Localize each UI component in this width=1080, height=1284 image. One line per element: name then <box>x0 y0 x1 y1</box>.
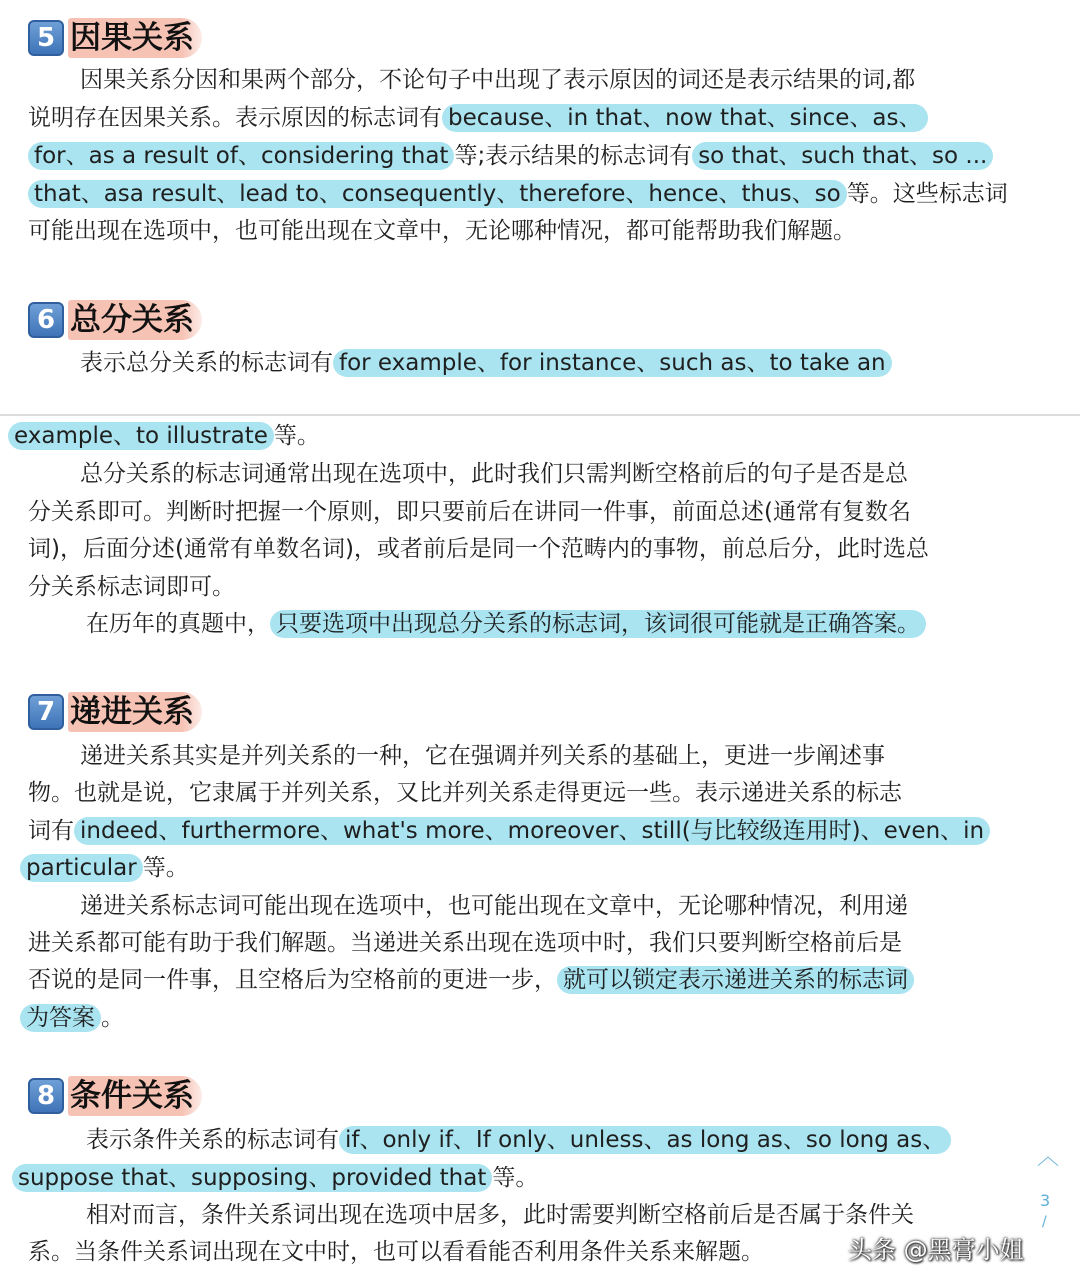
paragraph-line <box>80 888 908 924</box>
text: 等。 <box>492 1165 539 1191</box>
paragraph-line <box>80 456 908 492</box>
text: 在历年的真题中， <box>86 611 270 637</box>
section-number-badge: 8 <box>28 1078 64 1114</box>
text: 表示总分关系的标志词有 <box>80 350 333 376</box>
chevron-up-icon[interactable]: ︿ <box>1036 1145 1059 1170</box>
paragraph-line <box>28 962 914 998</box>
paragraph-line <box>12 1160 538 1196</box>
section-number-badge: 5 <box>28 20 64 56</box>
section-7-heading <box>28 692 202 732</box>
highlighted-keywords: if、only if、If only、unless、as long as、so long as、 <box>339 1126 951 1154</box>
section-title: 总分关系 <box>68 300 202 340</box>
text: 总分关系的标志词通常出现在选项中，此时我们只需判断空格前后的句子是否是总 <box>80 461 908 487</box>
text: 等。 <box>142 855 189 881</box>
page-indicator: 3 <box>1040 1191 1051 1210</box>
text: 表示条件关系的标志词有 <box>86 1127 339 1153</box>
section-number-badge: 7 <box>28 694 64 730</box>
highlighted-keywords: example、to illustrate <box>8 422 274 450</box>
paragraph-line <box>8 418 320 454</box>
text: 进关系都可能有助于我们解题。当递进关系出现在选项中时，我们只要判断空格前后是 <box>28 930 902 956</box>
text: 说明存在因果关系。表示原因的标志词有 <box>28 105 442 131</box>
text: 否说的是同一件事，且空格后为空格前的更进一步， <box>28 967 557 993</box>
paragraph-line <box>28 1234 764 1270</box>
text: 词)，后面分述(通常有单数名词)，或者前后是同一个范畴内的事物，前总后分，此时选总 <box>28 536 929 562</box>
paragraph-line <box>86 1197 914 1233</box>
text: 递进关系标志词可能出现在选项中，也可能出现在文章中，无论哪种情况，利用递 <box>80 893 908 919</box>
highlighted-keywords: 为答案 <box>20 1004 101 1032</box>
paragraph-line <box>86 606 926 642</box>
paragraph-line <box>28 531 929 567</box>
highlighted-keywords: 就可以锁定表示递进关系的标志词 <box>557 966 914 994</box>
section-title: 递进关系 <box>68 692 202 732</box>
text: 物。也就是说，它隶属于并列关系，又比并列关系走得更远一些。表示递进关系的标志 <box>28 780 902 806</box>
text: 等。 <box>273 423 320 449</box>
paragraph-line <box>20 850 189 886</box>
section-title: 因果关系 <box>68 18 202 58</box>
text: 相对而言，条件关系词出现在选项中居多，此时需要判断空格前后是否属于条件关 <box>86 1202 914 1228</box>
paragraph-line <box>28 213 856 249</box>
highlighted-keywords: 只要选项中出现总分关系的标志词，该词很可能就是正确答案。 <box>270 610 926 638</box>
section-5-heading <box>28 18 202 58</box>
highlighted-keywords: because、in that、now that、since、as、 <box>442 104 928 132</box>
text: 分关系标志词即可。 <box>28 574 235 600</box>
text: 等。这些标志词 <box>846 181 1008 207</box>
highlighted-keywords: that、asa result、lead to、consequently、therefore、hence、thus、so <box>28 180 847 208</box>
text: 等;表示结果的标志词有 <box>454 143 693 169</box>
watermark: 头条 @黑膏小姐 <box>848 1236 1024 1264</box>
paragraph-line <box>80 62 915 98</box>
text: 分关系即可。判断时把握一个原则，即只要前后在讲同一件事，前面总述(通常有复数名 <box>28 499 911 525</box>
paragraph-line <box>86 1122 951 1158</box>
text: 因果关系分因和果两个部分，不论句子中出现了表示原因的词还是表示结果的词,都 <box>80 67 916 93</box>
paragraph-line <box>28 775 902 811</box>
highlighted-keywords: so that、such that、so ... <box>692 142 993 170</box>
highlighted-keywords: for、as a result of、considering that <box>28 142 454 170</box>
section-number-badge: 6 <box>28 302 64 338</box>
text: 递进关系其实是并列关系的一种，它在强调并列关系的基础上，更进一步阐述事 <box>80 743 885 769</box>
paragraph-line <box>28 813 990 849</box>
paragraph-line <box>28 494 911 530</box>
highlighted-keywords: for example、for instance、such as、to take an <box>333 349 892 377</box>
text: 可能出现在选项中，也可能出现在文章中，无论哪种情况，都可能帮助我们解题。 <box>28 218 856 244</box>
highlighted-keywords: suppose that、supposing、provided that <box>12 1164 492 1192</box>
paragraph-line <box>28 100 928 136</box>
highlighted-keywords: indeed、furthermore、what's more、moreover、still(与比较级连用时)、even、in <box>74 817 990 845</box>
top-page-panel <box>0 0 1080 414</box>
paragraph-line <box>28 925 902 961</box>
page-indicator-slash: / <box>1042 1214 1047 1230</box>
section-6-heading <box>28 300 202 340</box>
paragraph-line <box>28 176 1008 212</box>
paragraph-line <box>28 138 993 174</box>
section-8-heading <box>28 1076 202 1116</box>
paragraph-line <box>28 569 235 605</box>
text: 系。当条件关系词出现在文中时，也可以看看能否利用条件关系来解题。 <box>28 1239 764 1265</box>
highlighted-keywords: particular <box>20 854 143 882</box>
text: 词有 <box>28 818 74 844</box>
paragraph-line <box>20 1000 124 1036</box>
section-title: 条件关系 <box>68 1076 202 1116</box>
paragraph-line <box>80 738 885 774</box>
text: 。 <box>101 1005 124 1031</box>
paragraph-line <box>80 345 892 381</box>
